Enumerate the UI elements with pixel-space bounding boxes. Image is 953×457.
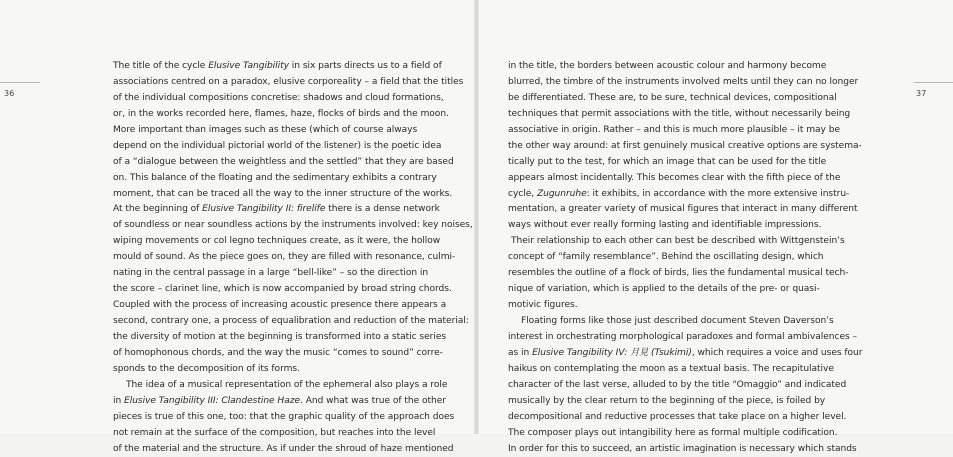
text-line [508, 346, 853, 362]
line-text: moment, that can be traced all the way to the inner structure of the works. [113, 189, 452, 199]
line-text: or, in the works recorded here, flames, haze, flocks of birds and the moon. [113, 109, 449, 119]
text-line [113, 171, 458, 187]
text-line [508, 218, 853, 234]
line-text: haikus on contemplating the moon as a textual basis. The recapitulative [508, 364, 834, 374]
line-text: of homophonous chords, and the way the music “comes to sound” corre- [113, 348, 443, 358]
text-line [508, 362, 853, 378]
text-line [508, 171, 853, 187]
text-line [113, 107, 458, 123]
line-text: of the material and the structure. As if under the shroud of haze mentioned [113, 444, 454, 454]
text-line [113, 442, 458, 457]
text-line [508, 107, 853, 123]
work-title: Elusive Tangibility [208, 61, 289, 71]
line-text: character of the last verse, alluded to by the title “Omaggio” and indicated [508, 380, 846, 390]
line-text: associative in origin. Rather – and this is much more plausible – it may be [508, 125, 840, 135]
work-title: Elusive Tangibility IV: 月見 (Tsukimi) [532, 348, 692, 358]
line-text: nating in the central passage in a large “bell-like” – so the direction in [113, 268, 428, 278]
line-text: At the beginning of [113, 204, 202, 214]
line-text: Coupled with the process of increasing acoustic presence there appears a [113, 300, 446, 310]
line-text: appears almost incidentally. This becomes clear with the fifth piece of the [508, 173, 840, 183]
line-text: The composer plays out intangibility here as formal multiple codification. [508, 428, 837, 438]
text-line [508, 314, 853, 330]
line-text: in [113, 396, 124, 406]
text-line [508, 139, 853, 155]
text-line [113, 155, 458, 171]
text-line [508, 442, 853, 457]
text-line [508, 394, 853, 410]
line-text: pieces is true of this one, too: that the graphic quality of the approach does [113, 412, 454, 422]
line-text: : it exhibits, in accordance with the more extensive instru- [587, 189, 850, 199]
line-text: tically put to the test, for which an image that can be used for the title [508, 157, 826, 167]
line-text: , which requires a voice and uses four [692, 348, 863, 358]
left-page-text [113, 59, 458, 457]
line-text: ways without ever really forming lasting and identifiable impressions. [508, 220, 821, 230]
line-text: mentation, a greater variety of musical figures that interact in many different [508, 204, 858, 214]
line-text: Their relationship to each other can best be described with Wittgenstein’s [511, 236, 845, 246]
text-line [113, 123, 458, 139]
text-line [113, 266, 458, 282]
line-text: Floating forms like those just described document Steven Daverson’s [521, 316, 834, 326]
text-line [113, 330, 458, 346]
line-text: there is a dense network [325, 204, 440, 214]
line-text: decompositional and reductive processes that take place on a higher level. [508, 412, 846, 422]
text-line [508, 378, 853, 394]
line-text: the other way around: at first genuinely musical creative options are systema- [508, 141, 862, 151]
text-line [113, 298, 458, 314]
text-line [508, 202, 853, 218]
text-line [113, 187, 458, 203]
text-line [508, 266, 853, 282]
line-text: depend on the individual pictorial world of the listener) is the poetic idea [113, 141, 441, 151]
text-line [113, 282, 458, 298]
work-title: Zugunruhe [537, 189, 587, 199]
line-text: sponds to the decomposition of its forms. [113, 364, 300, 374]
line-text: mould of sound. As the piece goes on, they are filled with resonance, culmi- [113, 252, 455, 262]
line-text: in six parts directs us to a field of [289, 61, 442, 71]
text-line [113, 234, 458, 250]
text-line [508, 187, 853, 203]
text-line [113, 139, 458, 155]
text-line [113, 75, 458, 91]
text-line [508, 59, 853, 75]
line-text: cycle, [508, 189, 537, 199]
text-line [508, 234, 853, 250]
line-text: motivic figures. [508, 300, 578, 310]
right-page-text [508, 59, 853, 457]
text-line [113, 250, 458, 266]
left-margin-rule [0, 82, 40, 83]
line-text: The idea of a musical representation of the ephemeral also plays a role [126, 380, 447, 390]
text-line [508, 330, 853, 346]
line-text: wiping movements or col legno techniques create, as it were, the hollow [113, 236, 440, 246]
work-title: Elusive Tangibility II: firelife [202, 204, 325, 214]
line-text: not remain at the surface of the composition, but reaches into the level [113, 428, 435, 438]
text-line [508, 123, 853, 139]
right-margin-rule [914, 82, 953, 83]
text-line [113, 202, 458, 218]
line-text: resembles the outline of a flock of birds, lies the fundamental musical tech- [508, 268, 848, 278]
text-line [113, 346, 458, 362]
line-text: musically by the clear return to the beginning of the piece, is foiled by [508, 396, 825, 406]
text-line [113, 59, 458, 75]
text-line [113, 218, 458, 234]
line-text: of the individual compositions concretise: shadows and cloud formations, [113, 93, 444, 103]
text-line [113, 378, 458, 394]
text-line [113, 362, 458, 378]
text-line [508, 155, 853, 171]
text-line [508, 410, 853, 426]
page-number-left: 36 [4, 89, 15, 98]
text-line [508, 282, 853, 298]
line-text: on. This balance of the floating and the sedimentary exhibits a contrary [113, 173, 437, 183]
line-text: The title of the cycle [113, 61, 208, 71]
line-text: concept of “family resemblance”. Behind the oscillating design, which [508, 252, 824, 262]
line-text: . And what was true of the other [300, 396, 446, 406]
text-line [113, 394, 458, 410]
line-text: the diversity of motion at the beginning is transformed into a static series [113, 332, 446, 342]
text-line [113, 91, 458, 107]
line-text: second, contrary one, a process of equalibration and reduction of the material: [113, 316, 469, 326]
line-text: as in [508, 348, 532, 358]
text-line [508, 75, 853, 91]
line-text: in the title, the borders between acoustic colour and harmony become [508, 61, 826, 71]
line-text: techniques that permit associations with the title, without necessarily being [508, 109, 850, 119]
line-text: of a “dialogue between the weightless and the settled” that they are based [113, 157, 454, 167]
work-title: Elusive Tangibility III: Clandestine Haze [124, 396, 300, 406]
text-line [508, 298, 853, 314]
text-line [508, 250, 853, 266]
text-line [113, 410, 458, 426]
line-text: interest in orchestrating morphological paradoxes and formal ambivalences – [508, 332, 857, 342]
line-text: blurred, the timbre of the instruments involved melts until they can no longer [508, 77, 858, 87]
line-text: be differentiated. These are, to be sure, technical devices, compositional [508, 93, 837, 103]
line-text: nique of variation, which is applied to the details of the pre- or quasi- [508, 284, 820, 294]
line-text: More important than images such as these (which of course always [113, 125, 417, 135]
line-text: of soundless or near soundless actions by the instruments involved: key noises, [113, 220, 473, 230]
page-number-right: 37 [916, 89, 927, 98]
line-text: the score – clarinet line, which is now accompanied by broad string chords. [113, 284, 452, 294]
text-line [113, 314, 458, 330]
text-line [508, 91, 853, 107]
line-text: In order for this to succeed, an artistic imagination is necessary which stands [508, 444, 857, 454]
line-text: associations centred on a paradox, elusive corporeality – a field that the titles [113, 77, 463, 87]
